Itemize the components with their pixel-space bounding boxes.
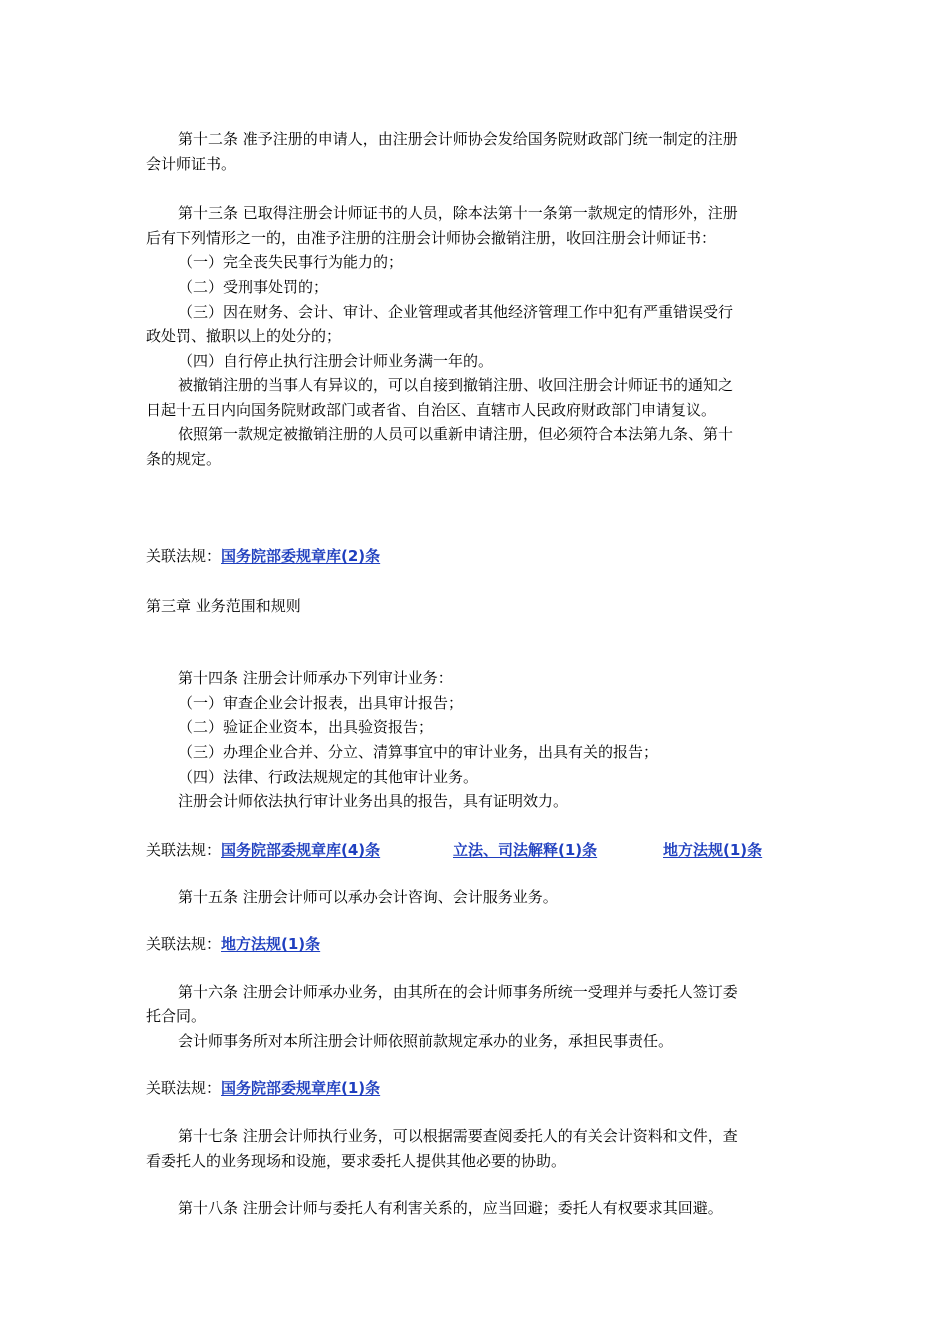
paragraph-line: 会计师证书。 xyxy=(146,155,237,173)
article-18: 第十八条 注册会计师与委托人有利害关系的，应当回避；委托人有权要求其回避。 xyxy=(178,1199,723,1217)
paragraph-line: 托合同。 xyxy=(146,1007,207,1025)
related-regulations xyxy=(146,932,320,956)
related-label: 关联法规： xyxy=(146,841,222,859)
paragraph-line: 条的规定。 xyxy=(146,450,222,468)
link-local-regulations[interactable]: 地方法规(1)条 xyxy=(221,935,321,953)
paragraph-line: 第十六条 注册会计师承办业务，由其所在的会计师事务所统一受理并与委托人签订委 xyxy=(178,983,738,1001)
paragraph-line: 依照第一款规定被撤销注册的人员可以重新申请注册，但必须符合本法第九条、第十 xyxy=(178,425,734,443)
paragraph-line: 日起十五日内向国务院财政部门或者省、自治区、直辖市人民政府财政部门申请复议。 xyxy=(146,401,717,419)
link-ministry-rules[interactable]: 国务院部委规章库(4)条 xyxy=(221,841,381,859)
related-regulations xyxy=(146,544,380,568)
related-regulations xyxy=(146,1076,380,1100)
link-judicial-interpretations[interactable]: 立法、司法解释(1)条 xyxy=(453,841,598,859)
list-item: （二）验证企业资本，出具验资报告； xyxy=(178,718,434,736)
paragraph-line: 看委托人的业务现场和设施，要求委托人提供其他必要的协助。 xyxy=(146,1152,567,1170)
link-ministry-rules[interactable]: 国务院部委规章库(2)条 xyxy=(221,547,381,565)
related-regulations xyxy=(146,838,763,862)
paragraph-line: 被撤销注册的当事人有异议的，可以自接到撤销注册、收回注册会计师证书的通知之 xyxy=(178,376,734,394)
paragraph-line: 会计师事务所对本所注册会计师依照前款规定承办的业务，承担民事责任。 xyxy=(178,1032,674,1050)
paragraph-line: 第十四条 注册会计师承办下列审计业务： xyxy=(178,669,453,687)
related-label: 关联法规： xyxy=(146,547,222,565)
list-item: （一）完全丧失民事行为能力的； xyxy=(178,253,404,271)
paragraph-line: 后有下列情形之一的，由准予注册的注册会计师协会撤销注册，收回注册会计师证书： xyxy=(146,229,717,247)
list-item: （四）自行停止执行注册会计师业务满一年的。 xyxy=(178,352,494,370)
paragraph-line: 第十七条 注册会计师执行业务，可以根据需要查阅委托人的有关会计资料和文件，查 xyxy=(178,1127,738,1145)
list-item: （一）审查企业会计报表，出具审计报告； xyxy=(178,694,464,712)
article-15: 第十五条 注册会计师可以承办会计咨询、会计服务业务。 xyxy=(178,888,558,906)
paragraph-line: 第十二条 准予注册的申请人，由注册会计师协会发给国务院财政部门统一制定的注册 xyxy=(178,130,738,148)
related-label: 关联法规： xyxy=(146,1079,222,1097)
chapter-heading: 第三章 业务范围和规则 xyxy=(146,597,301,615)
link-ministry-rules[interactable]: 国务院部委规章库(1)条 xyxy=(221,1079,381,1097)
paragraph-line: 注册会计师依法执行审计业务出具的报告，具有证明效力。 xyxy=(178,792,569,810)
list-item: （四）法律、行政法规规定的其他审计业务。 xyxy=(178,768,479,786)
list-item: （三）办理企业合并、分立、清算事宜中的审计业务，出具有关的报告； xyxy=(178,743,659,761)
related-label: 关联法规： xyxy=(146,935,222,953)
list-item: （二）受刑事处罚的； xyxy=(178,278,329,296)
paragraph-line: 第十三条 已取得注册会计师证书的人员，除本法第十一条第一款规定的情形外，注册 xyxy=(178,204,738,222)
link-local-regulations[interactable]: 地方法规(1)条 xyxy=(663,841,763,859)
list-item: （三）因在财务、会计、审计、企业管理或者其他经济管理工作中犯有严重错误受行 xyxy=(178,303,734,321)
paragraph-line: 政处罚、撤职以上的处分的； xyxy=(146,327,342,345)
